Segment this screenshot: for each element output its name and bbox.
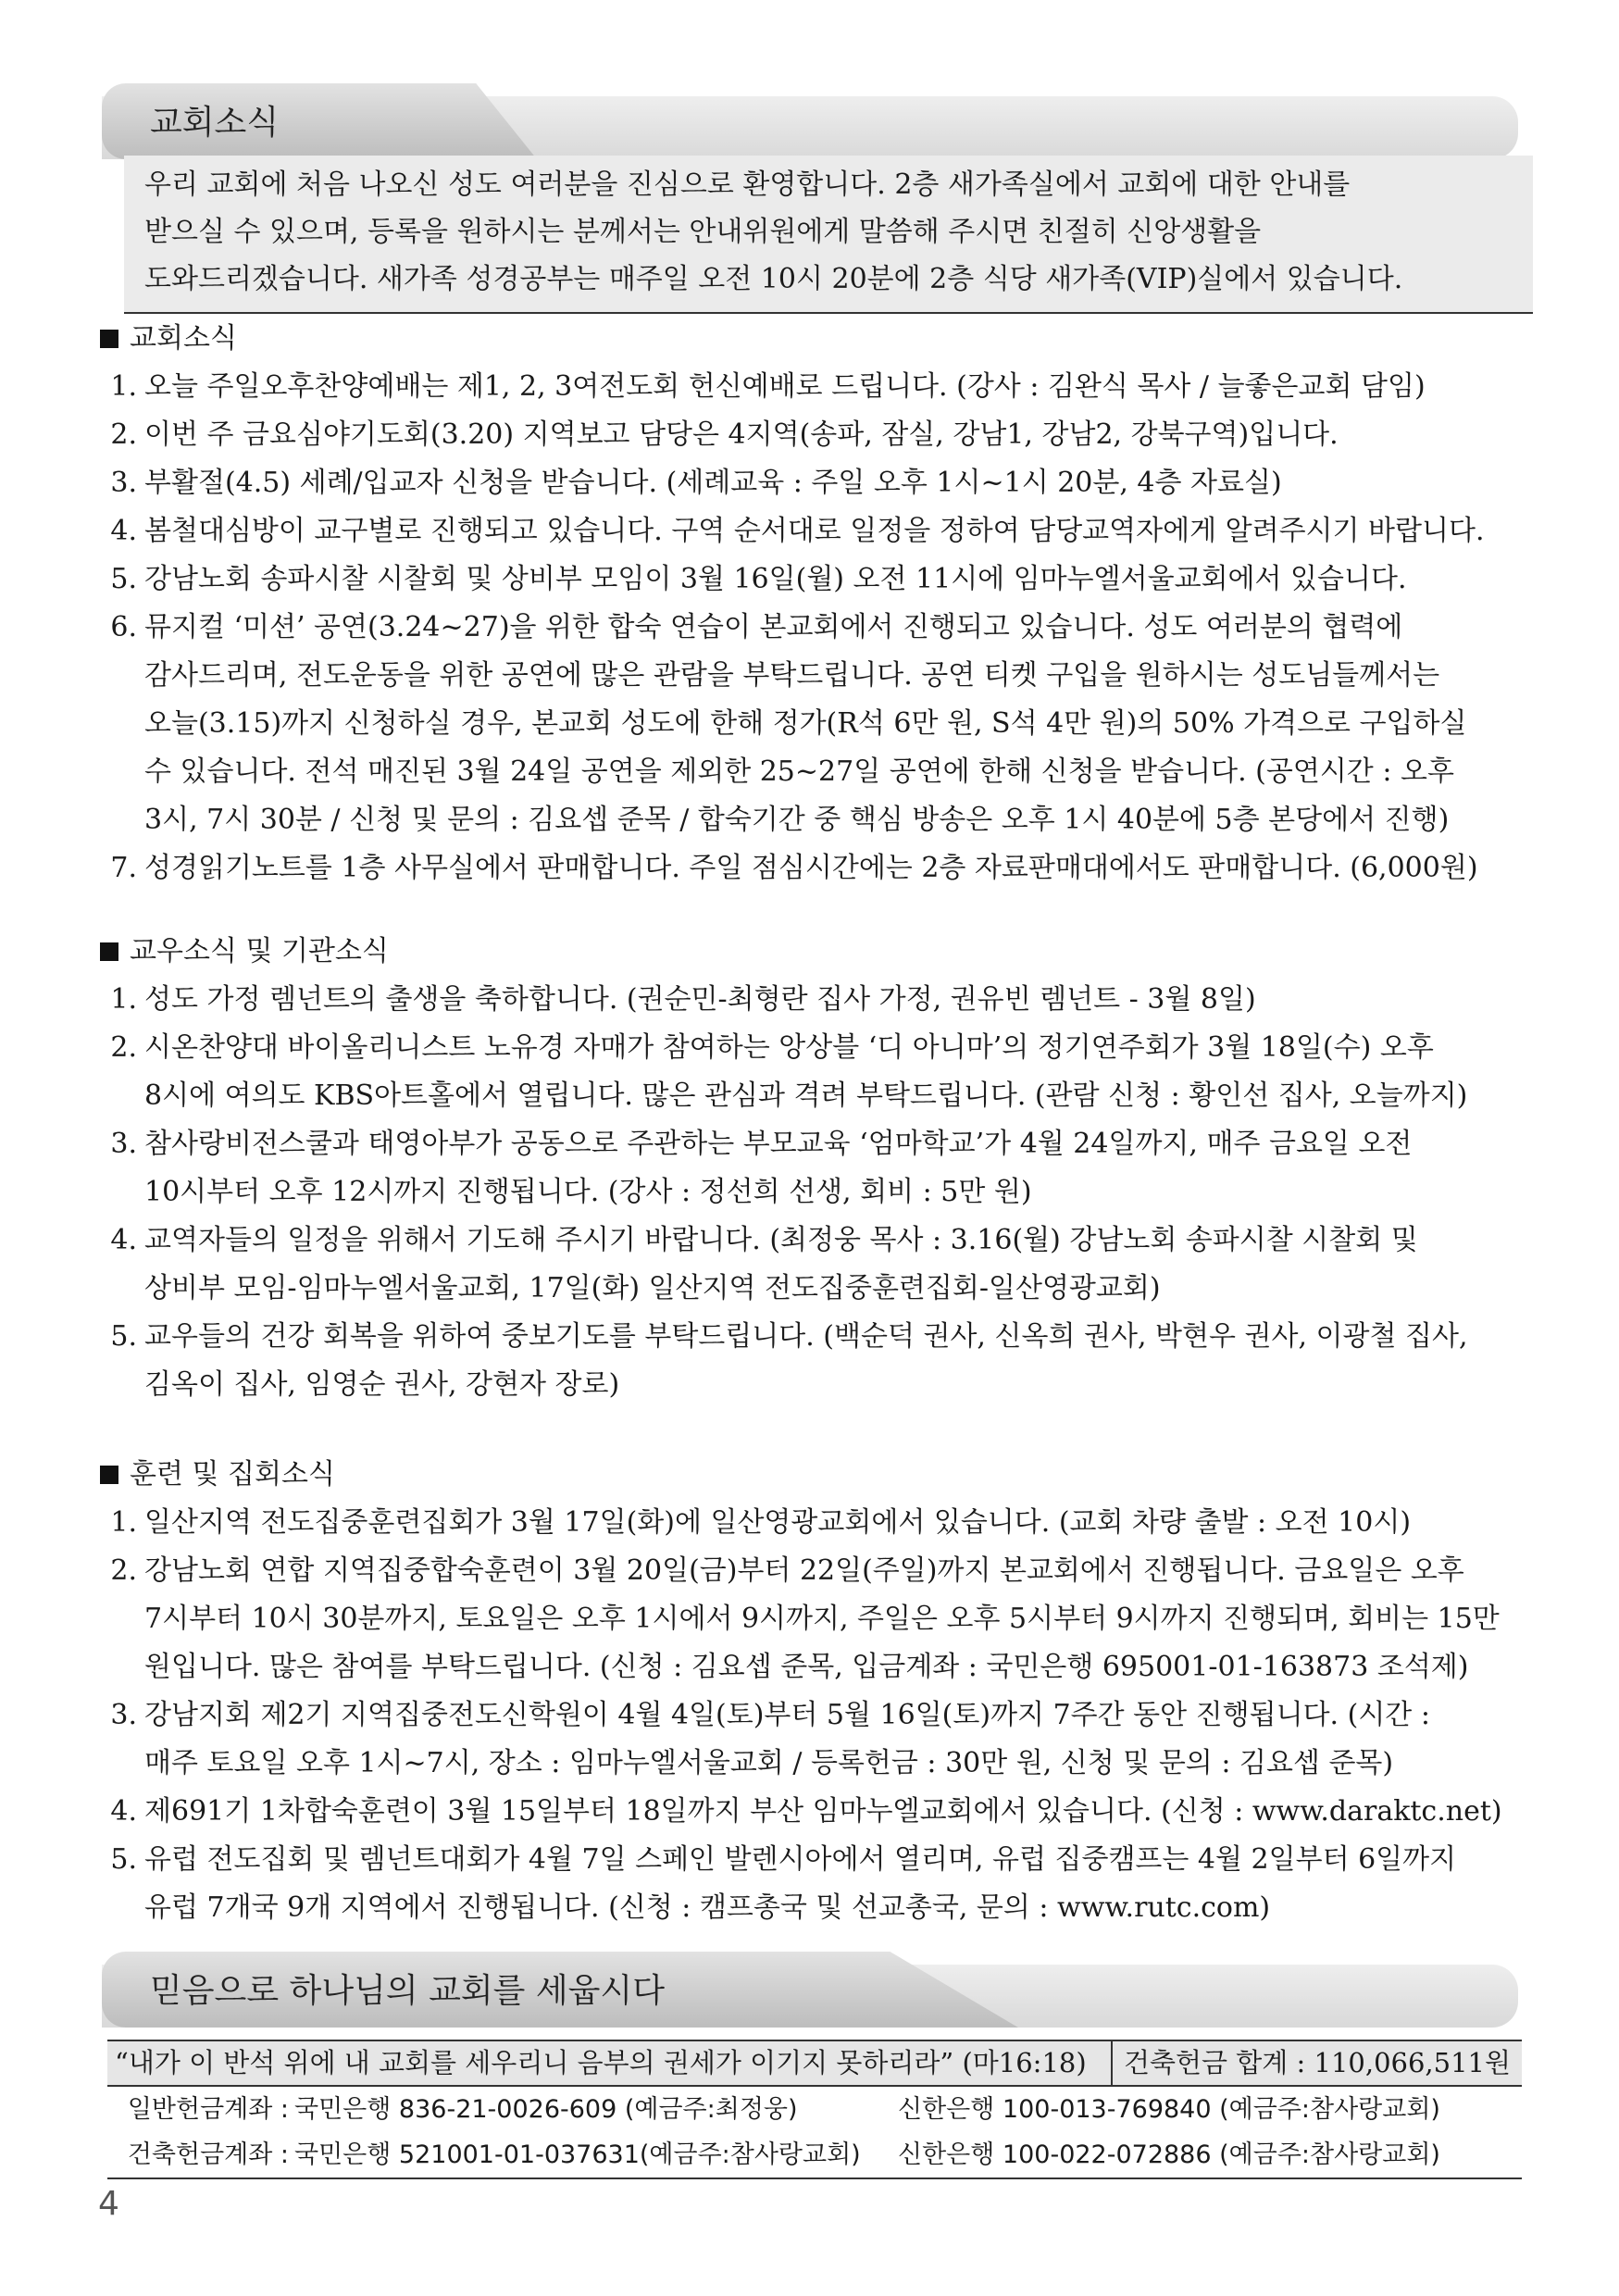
welcome-line: 받으실 수 있으며, 등록을 원하시는 분께서는 안내위원에게 말씀해 주시면 친절히 신앙생활을 [144,216,1262,248]
account-row: 일반헌금계좌 : 국민은행 836-21-0026-609 (예금주:최정웅) 신한은행 100-013-769840 (예금주:참사랑교회) [127,2095,1440,2124]
building-offering-total: 건축헌금 합계 : 110,066,511원 [1111,2041,1522,2085]
list-item: 2. 이번 주 금요심야기도회(3.20) 지역보고 담당은 4지역(송파, 잠실, 강남1, 강남2, 강북구역)입니다. [110,418,1339,451]
list-item: 2. 시온찬양대 바이올리니스트 노유경 자매가 참여하는 앙상블 ‘디 아니마’의 정기연주회가 3월 18일(수) 오후 8시에 여의도 KBS아트홀에서 열립니다. 많은 관심과 격려 부탁드립니다. (관람 신청 : 황인선 집사, 오늘까지) [110,1031,1468,1112]
list-item: 5. 강남노회 송파시찰 시찰회 및 상비부 모임이 3월 16일(월) 오전 11시에 임마누엘서울교회에서 있습니다. [110,563,1407,595]
list-item: 1. 일산지역 전도집중훈련집회가 3월 17일(화)에 일산영광교회에서 있습니다. (교회 차량 출발 : 오전 10시) [110,1506,1412,1539]
list-item: 3. 강남지회 제2기 지역집중전도신학원이 4월 4일(토)부터 5월 16일(토)까지 7주간 동안 진행됩니다. (시간 : 매주 토요일 오후 1시~7시, 장소 : 임마누엘서울교회 / 등록헌금 : 30만 원, 신청 및 문의 : 김요셉 준목) [110,1699,1430,1779]
offering-table [107,2040,1522,2179]
list-item: 7. 성경읽기노트를 1층 사무실에서 판매합니다. 주일 점심시간에는 2층 자료판매대에서도 판매합니다. (6,000원) [110,852,1478,884]
welcome-line: 우리 교회에 처음 나오신 성도 여러분을 진심으로 환영합니다. 2층 새가족실에서 교회에 대한 안내를 [144,168,1351,201]
section-heading: 교우소식 및 기관소식 [100,928,1526,976]
list-item: 3. 참사랑비전스쿨과 태영아부가 공동으로 주관하는 부모교육 ‘엄마학교’가 4월 24일까지, 매주 금요일 오전 10시부터 오후 12시까지 진행됩니다. (강사 : 정선희 선생, 회비 : 5만 원) [110,1128,1413,1208]
list-item: 5. 유럽 전도집회 및 렘넌트대회가 4월 7일 스페인 발렌시아에서 열리며, 유럽 집중캠프는 4월 2일부터 6일까지 유럽 7개국 9개 지역에서 진행됩니다. (신청 : 캠프총국 및 선교총국, 문의 : www.rutc.com) [110,1843,1457,1924]
section-member-news [100,928,1526,1409]
section-heading: 훈련 및 집회소식 [100,1451,1526,1499]
header-title: 믿음으로 하나님의 교회를 세웁시다 [150,1972,665,2010]
section-training-news [100,1451,1526,1932]
section-header-building [102,1952,1518,2028]
account-row: 건축헌금계좌 : 국민은행 521001-01-037631(예금주:참사랑교회) 신한은행 100-022-072886 (예금주:참사랑교회) [127,2140,1440,2169]
list-item: 1. 성도 가정 렘넌트의 출생을 축하합니다. (권순민-최형란 집사 가정, 권유빈 렘넌트 - 3월 8일) [110,983,1256,1016]
bible-quote: “내가 이 반석 위에 내 교회를 세우리니 음부의 권세가 이기지 못하리라” (마16:18) [115,2047,1087,2078]
welcome-box [124,156,1533,314]
square-bullet-icon [100,1466,118,1484]
page-number: 4 [98,2185,119,2223]
list-item: 2. 강남노회 연합 지역집중합숙훈련이 3월 20일(금)부터 22일(주일)까지 본교회에서 진행됩니다. 금요일은 오후 7시부터 10시 30분까지, 토요일은 오후 1시에서 9시까지, 주일은 오후 5시부터 9시까지 진행되며, 회비는 15만 원입니다. 많은 참여를 부탁드립니다. (신청 : 김요셉 준목, 입금계좌 : 국민은행 695001-01-163873 조석제) [110,1554,1500,1683]
list-item: 5. 교우들의 건강 회복을 위하여 중보기도를 부탁드립니다. (백순덕 권사, 신옥희 권사, 박현우 권사, 이광철 집사, 김옥이 집사, 임영순 권사, 강현자 장로) [110,1320,1468,1401]
list-item: 6. 뮤지컬 ‘미션’ 공연(3.24~27)을 위한 합숙 연습이 본교회에서 진행되고 있습니다. 성도 여러분의 협력에 감사드리며, 전도운동을 위한 공연에 많은 관람을 부탁드립니다. 공연 티켓 구입을 원하시는 성도님들께서는 오늘(3.15)까지 신청하실 경우, 본교회 성도에 한해 정가(R석 6만 원, S석 4만 원)의 50% 가격으로 구입하실 수 있습니다. 전석 매진된 3월 24일 공연을 제외한 25~27일 공연에 한해 신청을 받습니다. (공연시간 : 오후 3시, 7시 30분 / 신청 및 문의 : 김요셉 준목 / 합숙기간 중 핵심 방송은 오후 1시 40분에 5층 본당에서 진행) [110,611,1467,836]
list-item: 4. 제691기 1차합숙훈련이 3월 15일부터 18일까지 부산 임마누엘교회에서 있습니다. (신청 : www.daraktc.net) [110,1795,1502,1828]
list-item: 3. 부활절(4.5) 세례/입교자 신청을 받습니다. (세례교육 : 주일 오후 1시~1시 20분, 4층 자료실) [110,467,1282,499]
square-bullet-icon [100,330,118,348]
square-bullet-icon [100,942,118,961]
offering-table-head [107,2041,1522,2087]
welcome-line: 도와드리겠습니다. 새가족 성경공부는 매주일 오전 10시 20분에 2층 식당 새가족(VIP)실에서 있습니다. [144,263,1403,295]
section-heading: 교회소식 [100,315,1526,363]
section-header-church-news [102,83,1518,159]
list-item: 4. 교역자들의 일정을 위해서 기도해 주시기 바랍니다. (최정웅 목사 : 3.16(월) 강남노회 송파시찰 시찰회 및 상비부 모임-임마누엘서울교회, 17일(화) 일산지역 전도집중훈련집회-일산영광교회) [110,1224,1418,1304]
header-title: 교회소식 [150,104,280,142]
list-item: 1. 오늘 주일오후찬양예배는 제1, 2, 3여전도회 헌신예배로 드립니다. (강사 : 김완식 목사 / 늘좋은교회 담임) [110,370,1426,403]
list-item: 4. 봄철대심방이 교구별로 진행되고 있습니다. 구역 순서대로 일정을 정하여 담당교역자에게 알려주시기 바랍니다. [110,515,1485,547]
section-church-news [100,315,1526,892]
